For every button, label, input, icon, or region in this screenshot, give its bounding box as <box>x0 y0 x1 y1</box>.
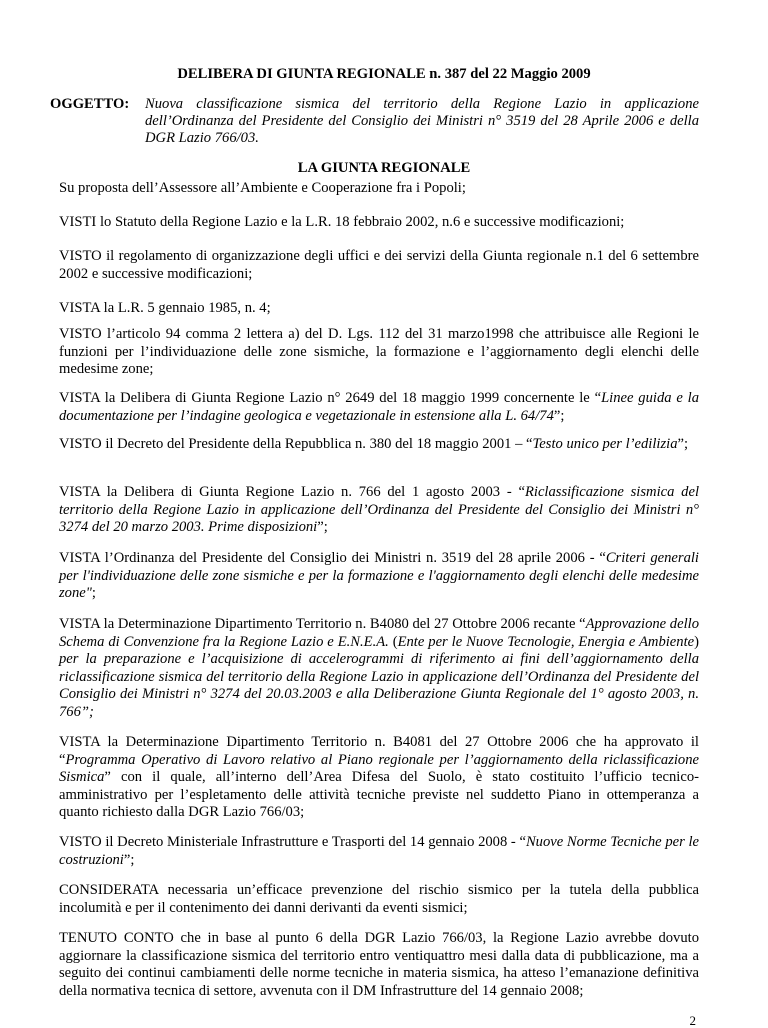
paragraph-text: VISTO il Decreto Ministeriale Infrastrutture e Trasporti del 14 gennaio 2008 - “ <box>59 834 526 850</box>
paragraph-italic-text: Approvazione dello Schema di Convenzione fra la Regione Lazio e E.N.E.A. <box>59 616 699 650</box>
paragraph-text: VISTA la Determinazione Dipartimento Territorio n. B4080 del 27 Ottobre 2006 recante “ <box>59 616 586 632</box>
paragraph-lr-1985 <box>59 300 699 318</box>
paragraph-text: ( <box>388 633 398 650</box>
paragraph-italic-text: Ente per le Nuove Tecnologie, Energia e Ambiente <box>397 633 695 650</box>
paragraph-text: ”; <box>553 407 565 424</box>
paragraph-text: VISTI lo Statuto della Regione Lazio e la L.R. 18 febbraio 2002, n.6 e successive modificazioni; <box>59 214 625 230</box>
paragraph-considerata <box>59 882 699 917</box>
paragraph-text: VISTA la Delibera di Giunta Regione Lazio n° 2649 del 18 maggio 1999 concernente le “ <box>59 390 602 406</box>
paragraph-italic-text: Testo unico per l’edilizia <box>532 436 678 452</box>
paragraph-text: VISTO il regolamento di organizzazione degli uffici e dei servizi della Giunta regionale n.1 del 6 settembre 2002 e successive modificazioni; <box>59 248 699 282</box>
paragraph-italic-text: Criteri generali per l'individuazione delle zone sismiche e per la formazione e l'aggiornamento degli elenchi delle medesime zone" <box>59 550 699 602</box>
paragraph-text: VISTO l’articolo 94 comma 2 lettera a) del D. Lgs. 112 del 31 marzo1998 che attribuisce alle Regioni le funzioni per l’individuazione delle zone sismiche, la formazione e l’aggiornamento degli elenchi delle medesime zone; <box>59 326 699 378</box>
page-number: 2 <box>689 1013 696 1028</box>
paragraph-text: VISTA la L.R. 5 gennaio 1985, n. 4; <box>59 300 271 316</box>
paragraph-b4081 <box>59 734 699 822</box>
paragraph-italic-text: Programma Operativo di Lavoro relativo al Piano regionale per l’aggiornamento della riclassificazione Sismica <box>59 751 699 786</box>
paragraph-text: VISTA l’Ordinanza del Presidente del Consiglio dei Ministri n. 3519 del 28 aprile 2006 - “ <box>59 550 606 566</box>
paragraph-text: ; <box>91 585 96 602</box>
paragraph-text: ”; <box>123 851 135 868</box>
paragraph-statuto <box>59 214 699 232</box>
paragraph-dgr-766 <box>59 484 699 537</box>
section-heading: LA GIUNTA REGIONALE <box>297 160 471 176</box>
paragraph-dlgs-112 <box>59 326 699 379</box>
paragraph-tenuto-conto <box>59 930 699 1000</box>
paragraph-text: CONSIDERATA necessaria un’efficace prevenzione del rischio sismico per la tutela della pubblica incolumità e per il contenimento dei danni derivanti da eventi sismici; <box>59 882 699 916</box>
paragraph-text: ”; <box>317 519 328 536</box>
paragraph-text: TENUTO CONTO che in base al punto 6 della DGR Lazio 766/03, la Regione Lazio avrebbe dovuto aggiornare la classificazione sismica del territorio entro ventiquattro mesi dalla data di pubblicazione, ma a seguito dei continui cambiamenti delle norme tecniche in materia sismica, ha atteso l’emanazione definitiva della normativa tecnica di settore, avvenuta con il DM Infrastrutture del 14 gennaio 2008; <box>59 930 699 999</box>
paragraph-text: ”; <box>677 436 689 452</box>
paragraph-text: ) <box>694 633 699 650</box>
paragraph-italic-text: per la preparazione e l’acquisizione di accelerogrammi di riferimento ai fini dell’aggiornamento della riclassificazione sismica del territorio della Regione Lazio in applicazione dell’Ordinanza del Presidente del Consiglio dei Ministri n° 3274 del 20.03.2003 e alla Deliberazione Giunta Regionale del 1° agosto 2003, n. 766”; <box>59 651 699 720</box>
paragraph-italic-text: Linee guida e la documentazione per l’indagine geologica e vegetazionale in estensione alla L. 64/74 <box>59 390 699 424</box>
paragraph-text: VISTA la Delibera di Giunta Regione Lazio n. 766 del 1 agosto 2003 - “ <box>59 484 525 500</box>
paragraph-proposta <box>59 180 699 198</box>
document-title: DELIBERA DI GIUNTA REGIONALE n. 387 del 22 Maggio 2009 <box>177 66 591 82</box>
paragraph-italic-text: Nuove Norme Tecniche per le costruzioni <box>59 834 699 868</box>
paragraph-italic-text: Riclassificazione sismica del territorio della Regione Lazio in applicazione dell’Ordinanza del Presidente del Consiglio dei Ministri n° 3274 del 20 marzo 2003. Prime disposizioni <box>59 484 700 536</box>
subject-label: OGGETTO: <box>50 96 130 112</box>
paragraph-dpr-380 <box>59 436 699 454</box>
subject-text: Nuova classificazione sismica del territorio della Regione Lazio in applicazione dell’Ordinanza del Presidente del Consiglio dei Ministri n° 3519 del 28 Aprile 2006 e della DGR Lazio 766/03. <box>145 96 699 146</box>
paragraph-regolamento <box>59 248 699 283</box>
paragraph-dgr-2649 <box>59 390 699 425</box>
paragraph-text: VISTA la Determinazione Dipartimento Territorio n. B4081 del 27 Ottobre 2006 che ha approvato il “ <box>59 734 699 768</box>
paragraph-text: Su proposta dell’Assessore all’Ambiente e Cooperazione fra i Popoli; <box>59 180 466 196</box>
paragraph-opcm-3519 <box>59 550 699 603</box>
paragraph-dm-2008 <box>59 834 699 869</box>
paragraph-text: ” con il quale, all’interno dell’Area Difesa del Suolo, è stato costituito l’ufficio tecnico-amministrativo per l’espletamento delle attività tecniche previste nel suddetto Piano in ottemperanza a quanto richiesto dalla DGR Lazio 766/03; <box>59 769 699 821</box>
paragraph-b4080 <box>59 616 699 722</box>
paragraph-text: VISTO il Decreto del Presidente della Repubblica n. 380 del 18 maggio 2001 – “ <box>59 436 533 452</box>
